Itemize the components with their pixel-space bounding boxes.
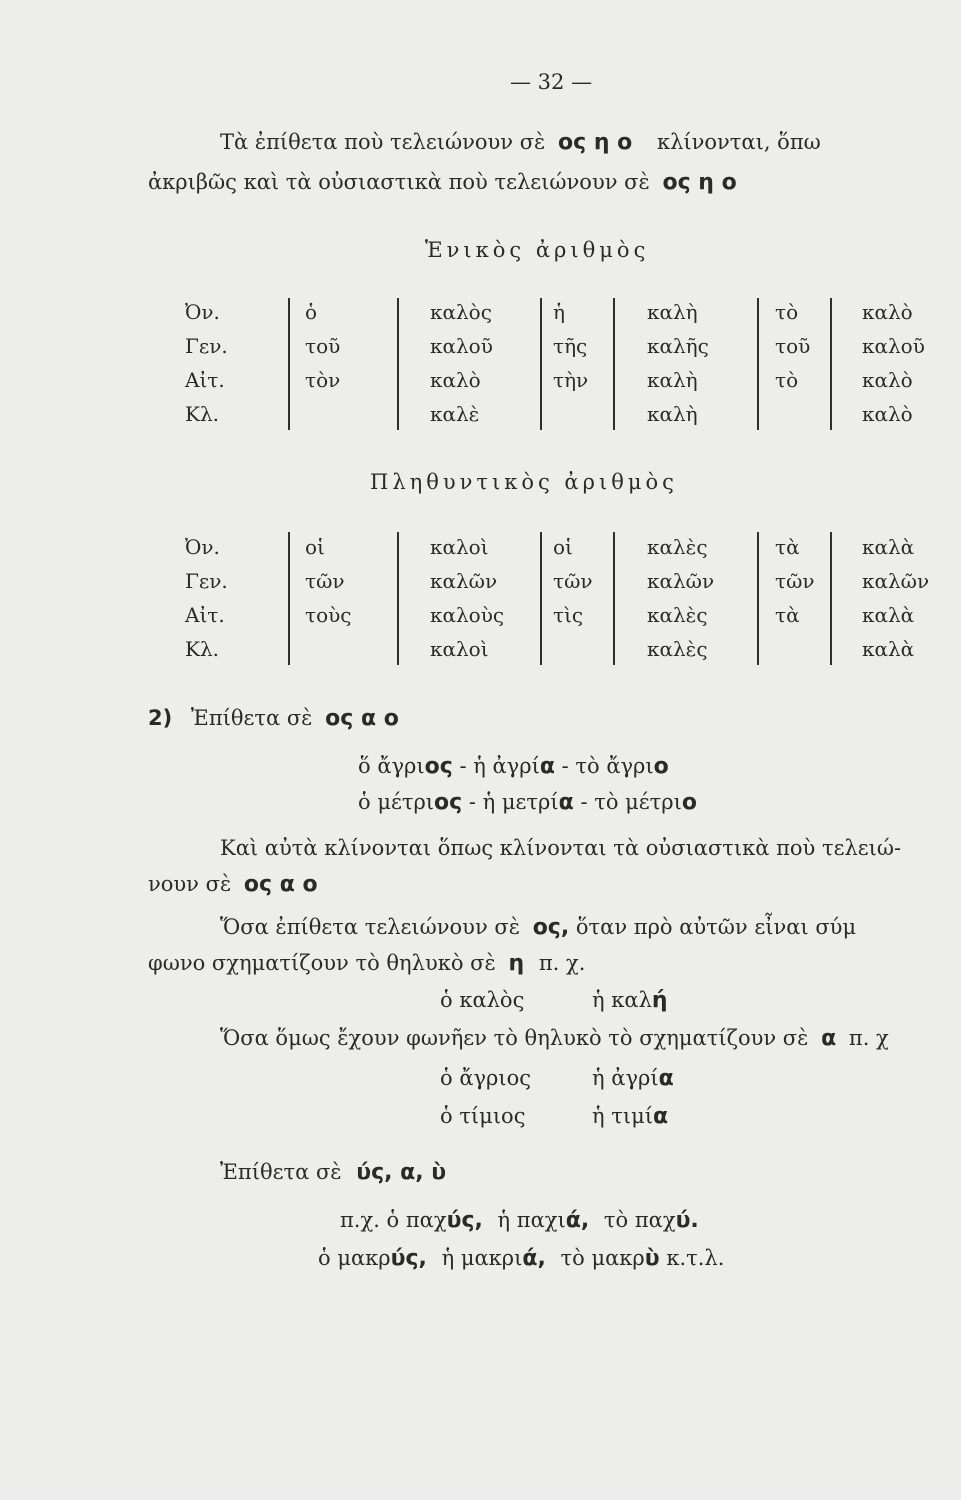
column-rule (757, 298, 759, 430)
example-line: ὅ ἄγριος - ἡ ἀγρία - τὸ ἄγριο (358, 754, 669, 779)
table-cell: καλῶν (862, 569, 930, 593)
paragraph-line: Καὶ αὐτὰ κλίνονται ὅπως κλίνονται τὰ οὐσιαστικὰ ποὺ τελειώ- (220, 836, 902, 860)
table-cell: τὰ (775, 603, 800, 627)
case-label: Γεν. (185, 334, 228, 358)
column-rule (613, 532, 615, 665)
column-rule (540, 298, 542, 430)
column-rule (397, 298, 399, 430)
table-cell: καλὸ (862, 368, 913, 392)
example-right: ἡ ἀγρία (592, 1066, 674, 1091)
table-cell: ὁ (305, 300, 318, 324)
intro-endings-2: ος η ο (662, 170, 737, 195)
example-right: ἡ τιμία (592, 1104, 669, 1129)
table-cell: καλὸς (430, 300, 492, 324)
table-cell: καλῆς (647, 334, 709, 358)
table-cell: καλὴ (647, 402, 698, 426)
case-label: Γεν. (185, 569, 228, 593)
table-cell: καλὰ (862, 603, 915, 627)
singular-heading: Ἑνικὸς ἀριθμὸς (425, 238, 650, 262)
table-cell: καλὸ (862, 402, 913, 426)
paragraph-line: φωνο σχηματίζουν τὸ θηλυκὸ σὲ η π. χ. (148, 951, 586, 976)
table-cell: καλὰ (862, 535, 915, 559)
column-rule (613, 298, 615, 430)
section-2-endings: ος α ο (325, 706, 399, 731)
table-cell: καλὴ (647, 300, 698, 324)
example-line: ὁ μακρύς, ἡ μακριά, τὸ μακρὺ κ.τ.λ. (318, 1246, 725, 1271)
table-cell: τῶν (775, 569, 815, 593)
example-left: ὁ καλὸς (440, 988, 525, 1012)
column-rule (757, 532, 759, 665)
table-cell: τὸν (305, 368, 341, 392)
table-cell: ἡ (553, 300, 565, 324)
intro-endings-1: ος η ο (558, 130, 633, 155)
table-cell: τοῦ (305, 334, 341, 358)
table-cell: καλὲ (430, 402, 480, 426)
section-number: 2) (148, 706, 173, 730)
table-cell: τὶς (553, 603, 584, 627)
intro-line2: ἀκριβῶς καὶ τὰ οὐσιαστικὰ ποὺ τελειώνουν σὲ ος η ο (148, 170, 737, 195)
column-rule (830, 532, 832, 665)
example-line: ὁ μέτριος - ἡ μετρία - τὸ μέτριο (358, 790, 697, 815)
column-rule (288, 532, 290, 665)
table-cell: τῶν (553, 569, 593, 593)
example-right: ἡ καλή (592, 988, 668, 1013)
case-label: Αἰτ. (185, 368, 225, 392)
column-rule (830, 298, 832, 430)
table-cell: καλὲς (647, 535, 708, 559)
table-cell: τὸ (775, 368, 799, 392)
table-cell: καλοὺς (430, 603, 505, 627)
plural-heading: Πληθυντικὸς ἀριθμὸς (370, 470, 678, 494)
table-cell: καλῶν (647, 569, 715, 593)
case-label: Αἰτ. (185, 603, 225, 627)
case-label: Ὀν. (185, 535, 220, 559)
table-cell: καλοῦ (862, 334, 925, 358)
table-cell: καλοῦ (430, 334, 493, 358)
table-cell: τὰ (775, 535, 800, 559)
intro-line1: Τὰ ἐπίθετα ποὺ τελειώνουν σὲ ος η ο κλίνονται, ὅπω (220, 130, 821, 155)
table-cell: τοῦ (775, 334, 811, 358)
table-cell: τῆς (553, 334, 588, 358)
table-cell: οἱ (553, 535, 573, 559)
example-left: ὁ τίμιος (440, 1104, 526, 1128)
case-label: Ὀν. (185, 300, 220, 324)
table-cell: τὸ (775, 300, 799, 324)
example-line: π.χ. ὁ παχύς, ἡ παχιά, τὸ παχύ. (340, 1208, 699, 1233)
table-cell: καλὲς (647, 603, 708, 627)
table-cell: καλὰ (862, 637, 915, 661)
column-rule (540, 532, 542, 665)
paragraph-line: νουν σὲ ος α ο (148, 872, 318, 897)
table-cell: καλὲς (647, 637, 708, 661)
column-rule (397, 532, 399, 665)
section-3-title: Ἐπίθετα σὲ ύς, α, ὺ (220, 1160, 447, 1185)
table-cell: οἱ (305, 535, 325, 559)
table-cell: καλῶν (430, 569, 498, 593)
table-cell: καλὸ (430, 368, 481, 392)
table-cell: καλὴ (647, 368, 698, 392)
paragraph-line: Ὅσα ἐπίθετα τελειώνουν σὲ ος, ὅταν πρὸ αὐτῶν εἶναι σύμ (220, 915, 857, 940)
case-label: Κλ. (185, 402, 219, 426)
page-number: — 32 — (510, 70, 593, 94)
table-cell: καλοὶ (430, 535, 489, 559)
table-cell: τοὺς (305, 603, 352, 627)
column-rule (288, 298, 290, 430)
table-cell: καλὸ (862, 300, 913, 324)
case-label: Κλ. (185, 637, 219, 661)
table-cell: καλοὶ (430, 637, 489, 661)
section-3-endings: ύς, α, ὺ (356, 1160, 447, 1185)
example-left: ὁ ἄγριος (440, 1066, 532, 1090)
section-2-title: 2) Ἐπίθετα σὲ ος α ο (148, 706, 399, 731)
paragraph-line: Ὅσα ὅμως ἔχουν φωνῆεν τὸ θηλυκὸ τὸ σχηματίζουν σὲ α π. χ (220, 1026, 889, 1051)
table-cell: τῶν (305, 569, 345, 593)
table-cell: τὴν (553, 368, 589, 392)
